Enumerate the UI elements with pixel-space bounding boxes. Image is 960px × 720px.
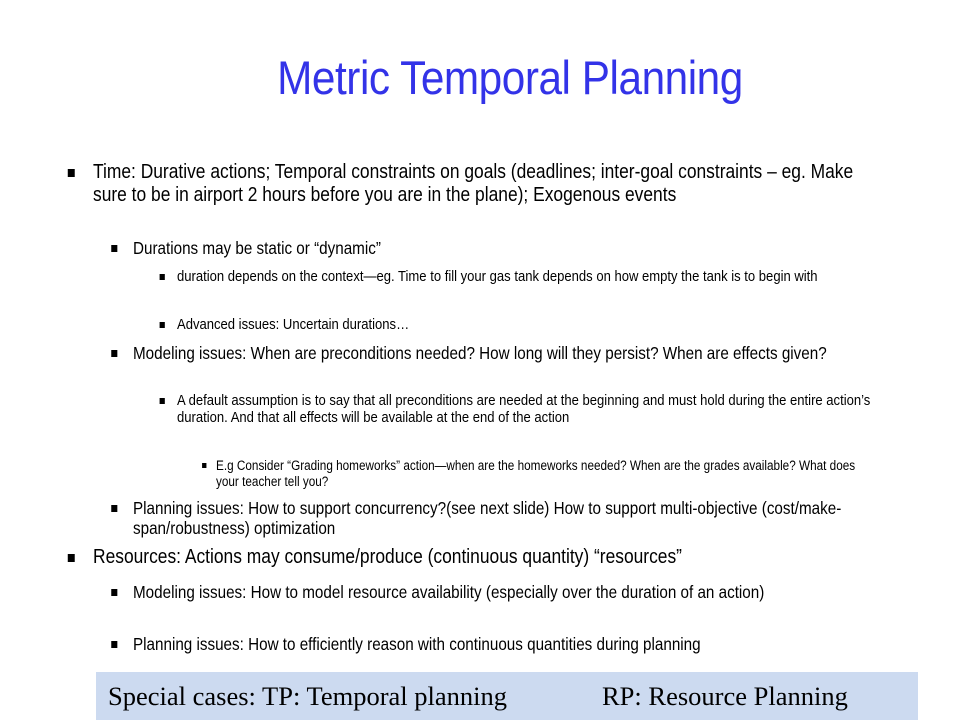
square-bullet-icon xyxy=(202,463,206,468)
bullet-item-default-assumption xyxy=(177,392,875,427)
square-bullet-icon xyxy=(68,554,75,562)
bullet-item-resources xyxy=(93,546,878,569)
slide-title: Metric Temporal Planning xyxy=(277,51,743,104)
square-bullet-icon xyxy=(160,274,165,280)
bullet-text: E.g Consider “Grading homeworks” action—when are the homeworks needed? When are the grades available? What does your teacher tell you? xyxy=(216,458,856,489)
bullet-item-resource-planning xyxy=(133,634,878,654)
bullet-text: Modeling issues: When are preconditions needed? How long will they persist? When are effects given? xyxy=(133,343,827,363)
bullet-item-modeling-issues xyxy=(133,343,878,363)
bullet-item-planning-issues xyxy=(133,498,878,539)
bullet-text: Resources: Actions may consume/produce (continuous quantity) “resources” xyxy=(93,546,682,568)
bullet-item-grading-example xyxy=(216,458,873,489)
square-bullet-icon xyxy=(160,398,165,404)
bullet-text: Time: Durative actions; Temporal constraints on goals (deadlines; inter-goal constraints – eg. Make sure to be in airport 2 hours before you are in the plane); Exogenous events xyxy=(93,161,854,207)
square-bullet-icon xyxy=(111,350,117,357)
square-bullet-icon xyxy=(111,589,117,596)
bullet-text: Advanced issues: Uncertain durations… xyxy=(177,316,410,333)
bullet-text: Modeling issues: How to model resource availability (especially over the duration of an action) xyxy=(133,582,765,602)
square-bullet-icon xyxy=(111,505,117,512)
square-bullet-icon xyxy=(111,641,117,648)
bullet-text: Durations may be static or “dynamic” xyxy=(133,238,381,258)
bullet-text: Planning issues: How to support concurrency?(see next slide) How to support multi-objective (cost/make-span/robustness) optimization xyxy=(133,498,842,539)
bullet-item-duration-context xyxy=(177,268,875,285)
bullet-text: duration depends on the context—eg. Time to fill your gas tank depends on how empty the tank is to begin with xyxy=(177,268,818,285)
bullet-item-durations xyxy=(133,238,878,258)
bullet-item-time xyxy=(93,161,878,207)
square-bullet-icon xyxy=(111,245,117,252)
resource-planning-text: RP: Resource Planning xyxy=(602,681,848,711)
special-cases-text: Special cases: TP: Temporal planning xyxy=(108,681,508,711)
square-bullet-icon xyxy=(68,169,75,177)
bullet-text: Planning issues: How to efficiently reason with continuous quantities during planning xyxy=(133,634,701,654)
square-bullet-icon xyxy=(160,322,165,328)
bullet-text: A default assumption is to say that all preconditions are needed at the beginning and must hold during the entire action’s duration. And that all effects will be available at the end of the action xyxy=(177,392,871,427)
special-cases-banner xyxy=(96,672,918,720)
bullet-item-advanced-issues xyxy=(177,316,875,333)
bullet-item-resource-modeling xyxy=(133,582,878,602)
